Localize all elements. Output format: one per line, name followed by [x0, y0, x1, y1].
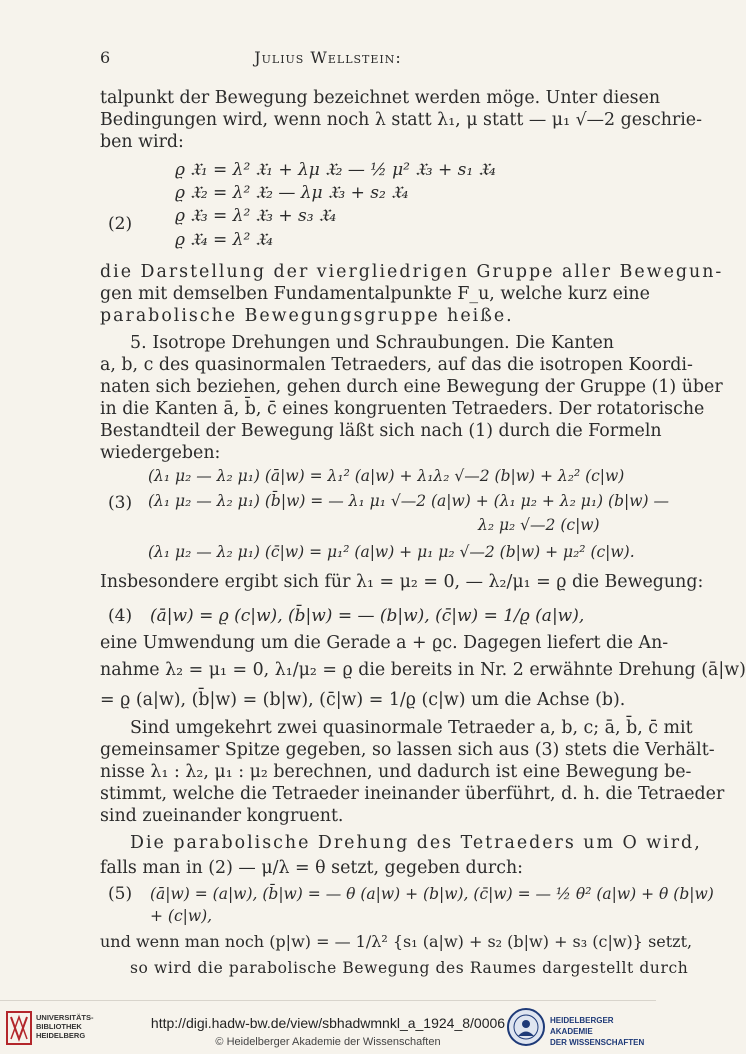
equation-number: (5) [108, 884, 133, 904]
equation-row: (λ₁ μ₂ — λ₂ μ₁) (c̄|w) = μ₁² (a|w) + μ₁ μ₂ √—2 (b|w) + μ₂² (c|w). [148, 543, 635, 561]
text-line: Die parabolische Drehung des Tetraeders um O wird, [130, 833, 702, 853]
text-line: und wenn man noch (p|w) = — 1/λ² {s₁ (a|w) + s₂ (b|w) + s₃ (c|w)} setzt, [100, 932, 693, 951]
text-line: Insbesondere ergibt sich für λ₁ = μ₂ = 0, — λ₂/μ₁ = ϱ die Bewegung: [100, 572, 704, 592]
academy-seal-logo-icon[interactable] [506, 1007, 546, 1047]
text-line: Bestandteil der Bewegung läßt sich nach (1) durch die Formeln [100, 421, 662, 441]
text-line: wiedergeben: [100, 443, 221, 463]
text-line: die Darstellung der viergliedrigen Gruppe aller Bewegun- [100, 262, 724, 282]
equation-row: ϱ 𝔛₁ = λ² 𝔛₁ + λμ 𝔛₂ — ½ μ² 𝔛₃ + s₁ 𝔛₄ [175, 160, 496, 180]
academy-line: HEIDELBERGER AKADEMIE [550, 1016, 614, 1036]
text-line: parabolische Bewegungsgruppe heiße. [100, 306, 514, 326]
equation-row: (λ₁ μ₂ — λ₂ μ₁) (b̄|w) = — λ₁ μ₁ √—2 (a|w) + (λ₁ μ₂ + λ₂ μ₁) (b|w) — [148, 492, 669, 510]
copyright-notice: © Heidelberger Akademie der Wissenschaften [215, 1036, 441, 1048]
equation-row: (λ₁ μ₂ — λ₂ μ₁) (ā|w) = λ₁² (a|w) + λ₁λ₂ √—2 (b|w) + λ₂² (c|w) [148, 467, 625, 485]
page-number: 6 [100, 48, 111, 67]
running-title: Julius Wellstein: [254, 48, 402, 67]
text-line: nahme λ₂ = μ₁ = 0, λ₁/μ₂ = ϱ die bereits in Nr. 2 erwähnte Drehung (ā|w) [100, 660, 746, 680]
equation-row: + (c|w), [150, 907, 213, 925]
text-line: talpunkt der Bewegung bezeichnet werden möge. Unter diesen [100, 88, 661, 108]
text-line: falls man in (2) — μ/λ = θ setzt, gegeben durch: [100, 858, 524, 878]
academy-line: DER WISSENSCHAFTEN [550, 1038, 645, 1047]
text-line: naten sich beziehen, gehen durch eine Bewegung der Gruppe (1) über [100, 377, 723, 397]
equation-row: (ā|w) = (a|w), (b̄|w) = — θ (a|w) + (b|w), (c̄|w) = — ½ θ² (a|w) + θ (b|w) [150, 885, 714, 903]
equation-row: λ₂ μ₂ √—2 (c|w) [478, 516, 600, 534]
text-line: eine Umwendung um die Gerade a + ϱc. Dagegen liefert die An- [100, 633, 669, 653]
text-line: a, b, c des quasinormalen Tetraeders, auf das die isotropen Koordi- [100, 355, 693, 375]
library-line: UNIVERSITÄTS- [36, 1013, 94, 1022]
viewer-footer [0, 1000, 656, 1054]
text-line: gen mit demselben Fundamentalpunkte F_u, welche kurz eine [100, 284, 650, 304]
equation-number: (3) [108, 493, 133, 513]
equation-row: ϱ 𝔛₂ = λ² 𝔛₂ — λμ 𝔛₃ + s₂ 𝔛₄ [175, 183, 409, 203]
equation-row: ϱ 𝔛₃ = λ² 𝔛₃ + s₃ 𝔛₄ [175, 206, 337, 226]
text-line: gemeinsamer Spitze gegeben, so lassen sich aus (3) stets die Verhält- [100, 740, 715, 760]
text-line: nisse λ₁ : λ₂, μ₁ : μ₂ berechnen, und dadurch ist eine Bewegung be- [100, 762, 692, 782]
equation-number: (2) [108, 214, 133, 234]
text-line: in die Kanten ā, b̄, c̄ eines kongruenten Tetraeders. Der rotatorische [100, 399, 705, 419]
equation-row: ϱ 𝔛₄ = λ² 𝔛₄ [175, 230, 273, 250]
text-line: ben wird: [100, 132, 184, 152]
equation-number: (4) [108, 606, 133, 626]
equation-row: (ā|w) = ϱ (c|w), (b̄|w) = — (b|w), (c̄|w) = 1/ϱ (a|w), [150, 606, 585, 626]
text-line: stimmt, welche die Tetraeder ineinander überführt, d. h. die Tetraeder [100, 784, 725, 804]
library-line: HEIDELBERG [36, 1031, 86, 1040]
text-line: = ϱ (a|w), (b̄|w) = (b|w), (c̄|w) = 1/ϱ (c|w) um die Achse (b). [100, 690, 626, 710]
academy-name [550, 1015, 656, 1048]
permalink-url[interactable]: http://digi.hadw-bw.de/view/sbhadwmnkl_a_1924_8/0006 [150, 1015, 506, 1031]
text-line: sind zueinander kongruent. [100, 806, 344, 826]
text-line: Sind umgekehrt zwei quasinormale Tetraeder a, b, c; ā, b̄, c̄ mit [130, 718, 693, 738]
section-heading-line: 5. Isotrope Drehungen und Schraubungen. Die Kanten [130, 333, 614, 353]
library-line: BIBLIOTHEK [36, 1022, 82, 1031]
text-line: Bedingungen wird, wenn noch λ statt λ₁, μ statt — μ₁ √—2 geschrie- [100, 110, 702, 130]
text-line: so wird die parabolische Bewegung des Raumes dargestellt durch [130, 959, 689, 977]
